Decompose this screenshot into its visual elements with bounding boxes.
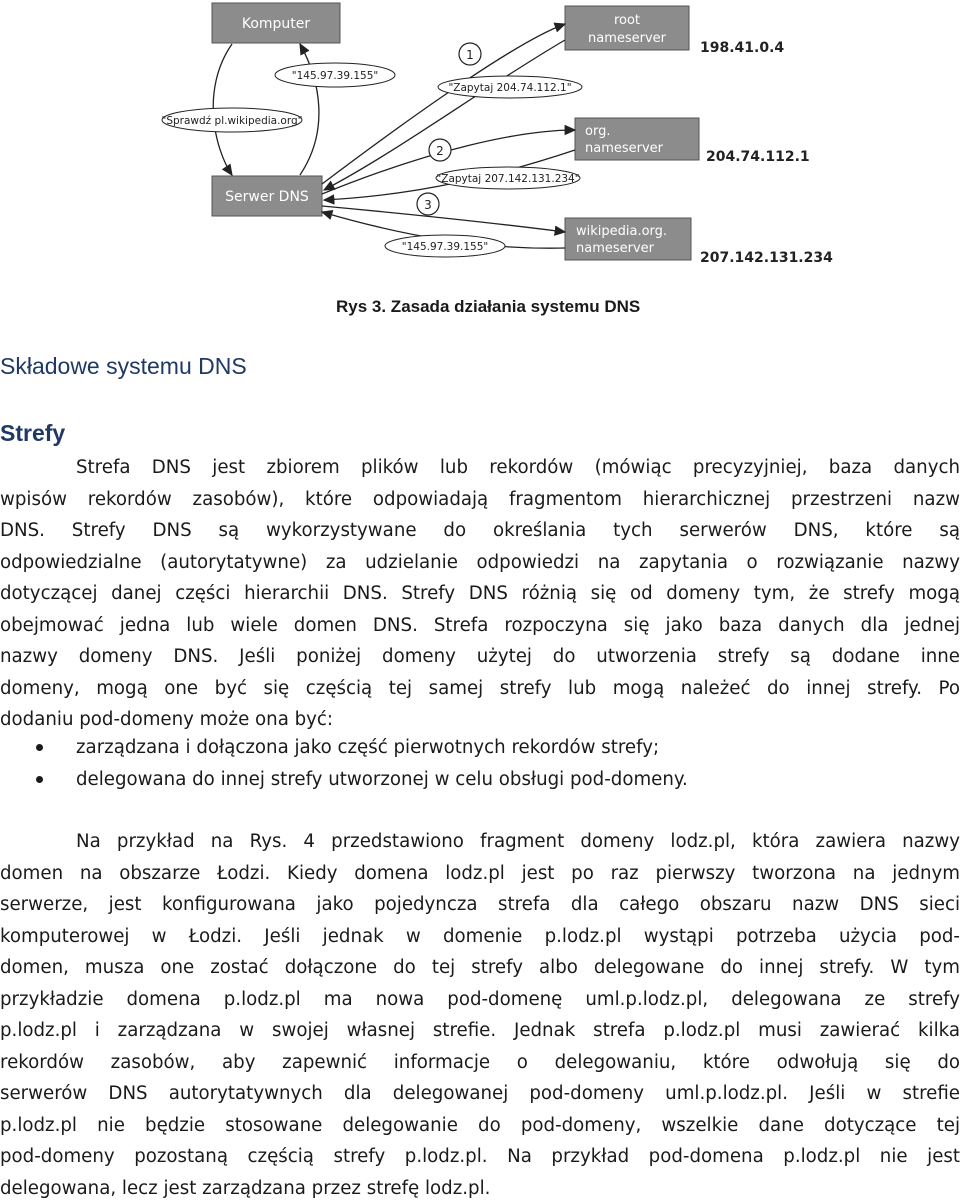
wiki-ip: 207.142.131.234 bbox=[700, 250, 833, 266]
list-item bbox=[0, 732, 960, 764]
org-line1: org. bbox=[585, 124, 610, 139]
section-heading: Składowe systemu DNS bbox=[0, 353, 247, 380]
step-3-label: 3 bbox=[424, 198, 432, 212]
wiki-line1: wikipedia.org. bbox=[576, 224, 667, 239]
list-item-text: zarządzana i dołączona jako część pierwotnych rekordów strefy; bbox=[76, 737, 659, 758]
msg-check bbox=[162, 108, 303, 132]
step-1-label: 1 bbox=[466, 48, 474, 62]
msg-check-text: "Sprawdź pl.wikipedia.org" bbox=[162, 115, 303, 127]
paragraph-line: domen, musza one zostać dołączone do tej strefy albo delegowane do innej strefy. W tym bbox=[0, 952, 960, 984]
paragraph-line: komputerowej w Łodzi. Jeśli jednak w domenie p.lodz.pl wystąpi potrzeba użycia pod- bbox=[0, 921, 960, 953]
msg-query-org bbox=[436, 167, 580, 189]
komputer-node bbox=[212, 3, 340, 43]
paragraph-line: domeny, mogą one być się częścią tej samej strefy lub mogą należeć do innej strefy. Po bbox=[0, 673, 960, 705]
paragraph-line: serwerów DNS autorytatywnych dla delegowanej pod-domeny uml.p.lodz.pl. Jeśli w strefie bbox=[0, 1078, 960, 1110]
root-line1: root bbox=[614, 13, 640, 28]
dns-diagram bbox=[0, 0, 960, 290]
paragraph-line: wpisów rekordów zasobów), które odpowiadają fragmentom hierarchicznej przestrzeni nazw bbox=[0, 484, 960, 516]
paragraph-line: domen na obszarze Łodzi. Kiedy domena lodz.pl jest po raz pierwszy tworzona na jednym bbox=[0, 858, 960, 890]
paragraph-zones bbox=[0, 452, 960, 736]
paragraph-line: dodaniu pod-domeny może ona być: bbox=[0, 704, 960, 736]
step-2-marker bbox=[429, 139, 451, 161]
root-line2: nameserver bbox=[588, 31, 667, 46]
msg-reply-bottom-text: "145.97.39.155" bbox=[402, 241, 488, 253]
paragraph-line: przykładzie domena p.lodz.pl ma nowa pod-domenę uml.p.lodz.pl, delegowana ze strefy bbox=[0, 984, 960, 1016]
msg-reply-top bbox=[275, 63, 395, 87]
wikipedia-nameserver-node bbox=[565, 218, 691, 260]
wiki-line2: nameserver bbox=[576, 241, 655, 256]
paragraph-line: pod-domeny pozostaną częścią strefy p.lodz.pl. Na przykład pod-domena p.lodz.pl nie jest bbox=[0, 1141, 960, 1173]
msg-query-root-text: "Zapytaj 204.74.112.1" bbox=[448, 82, 571, 94]
paragraph-line: DNS. Strefy DNS są wykorzystywane do określania tych serwerów DNS, które są bbox=[0, 515, 960, 547]
paragraph-line: nazwy domeny DNS. Jeśli poniżej domeny użytej do utworzenia strefy są dodane inne bbox=[0, 641, 960, 673]
step-3-marker bbox=[417, 193, 439, 215]
step-2-label: 2 bbox=[436, 144, 444, 158]
msg-query-root bbox=[438, 76, 582, 98]
paragraph-line: rekordów zasobów, aby zapewnić informacje o delegowaniu, które odwołują się do bbox=[0, 1047, 960, 1079]
org-nameserver-node bbox=[575, 118, 699, 160]
bullet-icon bbox=[36, 744, 43, 751]
org-line2: nameserver bbox=[585, 141, 664, 156]
paragraph-line: dotyczącej danej części hierarchii DNS. Strefy DNS różnią się od domeny tym, że strefy mogą bbox=[0, 578, 960, 610]
msg-query-org-text: "Zapytaj 207.142.131.234" bbox=[436, 173, 579, 185]
paragraph-example bbox=[0, 826, 960, 1204]
root-ip: 198.41.0.4 bbox=[700, 40, 784, 56]
serwer-dns-node bbox=[212, 176, 322, 216]
list-item bbox=[0, 764, 960, 796]
paragraph-line: odpowiedzialne (autorytatywne) za udzielanie odpowiedzi na zapytania o rozwiązanie nazwy bbox=[0, 547, 960, 579]
bullet-list bbox=[0, 732, 960, 795]
paragraph-line: p.lodz.pl nie będzie stosowane delegowanie do pod-domeny, wszelkie dane dotyczące tej bbox=[0, 1110, 960, 1142]
komputer-label: Komputer bbox=[242, 16, 311, 32]
msg-reply-top-text: "145.97.39.155" bbox=[292, 70, 378, 82]
root-nameserver-node bbox=[565, 6, 689, 50]
paragraph-line: Na przykład na Rys. 4 przedstawiono fragment domeny lodz.pl, która zawiera nazwy bbox=[0, 826, 960, 858]
paragraph-line: p.lodz.pl i zarządzana w swojej własnej strefie. Jednak strefa p.lodz.pl musi zawierać kilka bbox=[0, 1015, 960, 1047]
serwer-dns-label: Serwer DNS bbox=[225, 189, 309, 205]
list-item-text: delegowana do innej strefy utworzonej w celu obsługi pod-domeny. bbox=[76, 769, 688, 790]
paragraph-line: obejmować jedna lub wiele domen DNS. Strefa rozpoczyna się jako baza danych dla jednej bbox=[0, 610, 960, 642]
org-ip: 204.74.112.1 bbox=[706, 149, 810, 165]
paragraph-line: delegowana, lecz jest zarządzana przez strefę lodz.pl. bbox=[0, 1173, 960, 1204]
paragraph-line: Strefa DNS jest zbiorem plików lub rekordów (mówiąc precyzyjniej, baza danych bbox=[0, 452, 960, 484]
paragraph-line: serwerze, jest konfigurowana jako pojedyncza strefa dla całego obszaru nazw DNS sieci bbox=[0, 889, 960, 921]
step-1-marker bbox=[459, 43, 481, 65]
figure-caption: Rys 3. Zasada działania systemu DNS bbox=[336, 297, 640, 317]
msg-reply-bottom bbox=[385, 235, 505, 257]
bullet-icon bbox=[36, 776, 43, 783]
arrow-dns-to-wiki bbox=[322, 206, 565, 232]
subsection-heading: Strefy bbox=[0, 420, 65, 447]
